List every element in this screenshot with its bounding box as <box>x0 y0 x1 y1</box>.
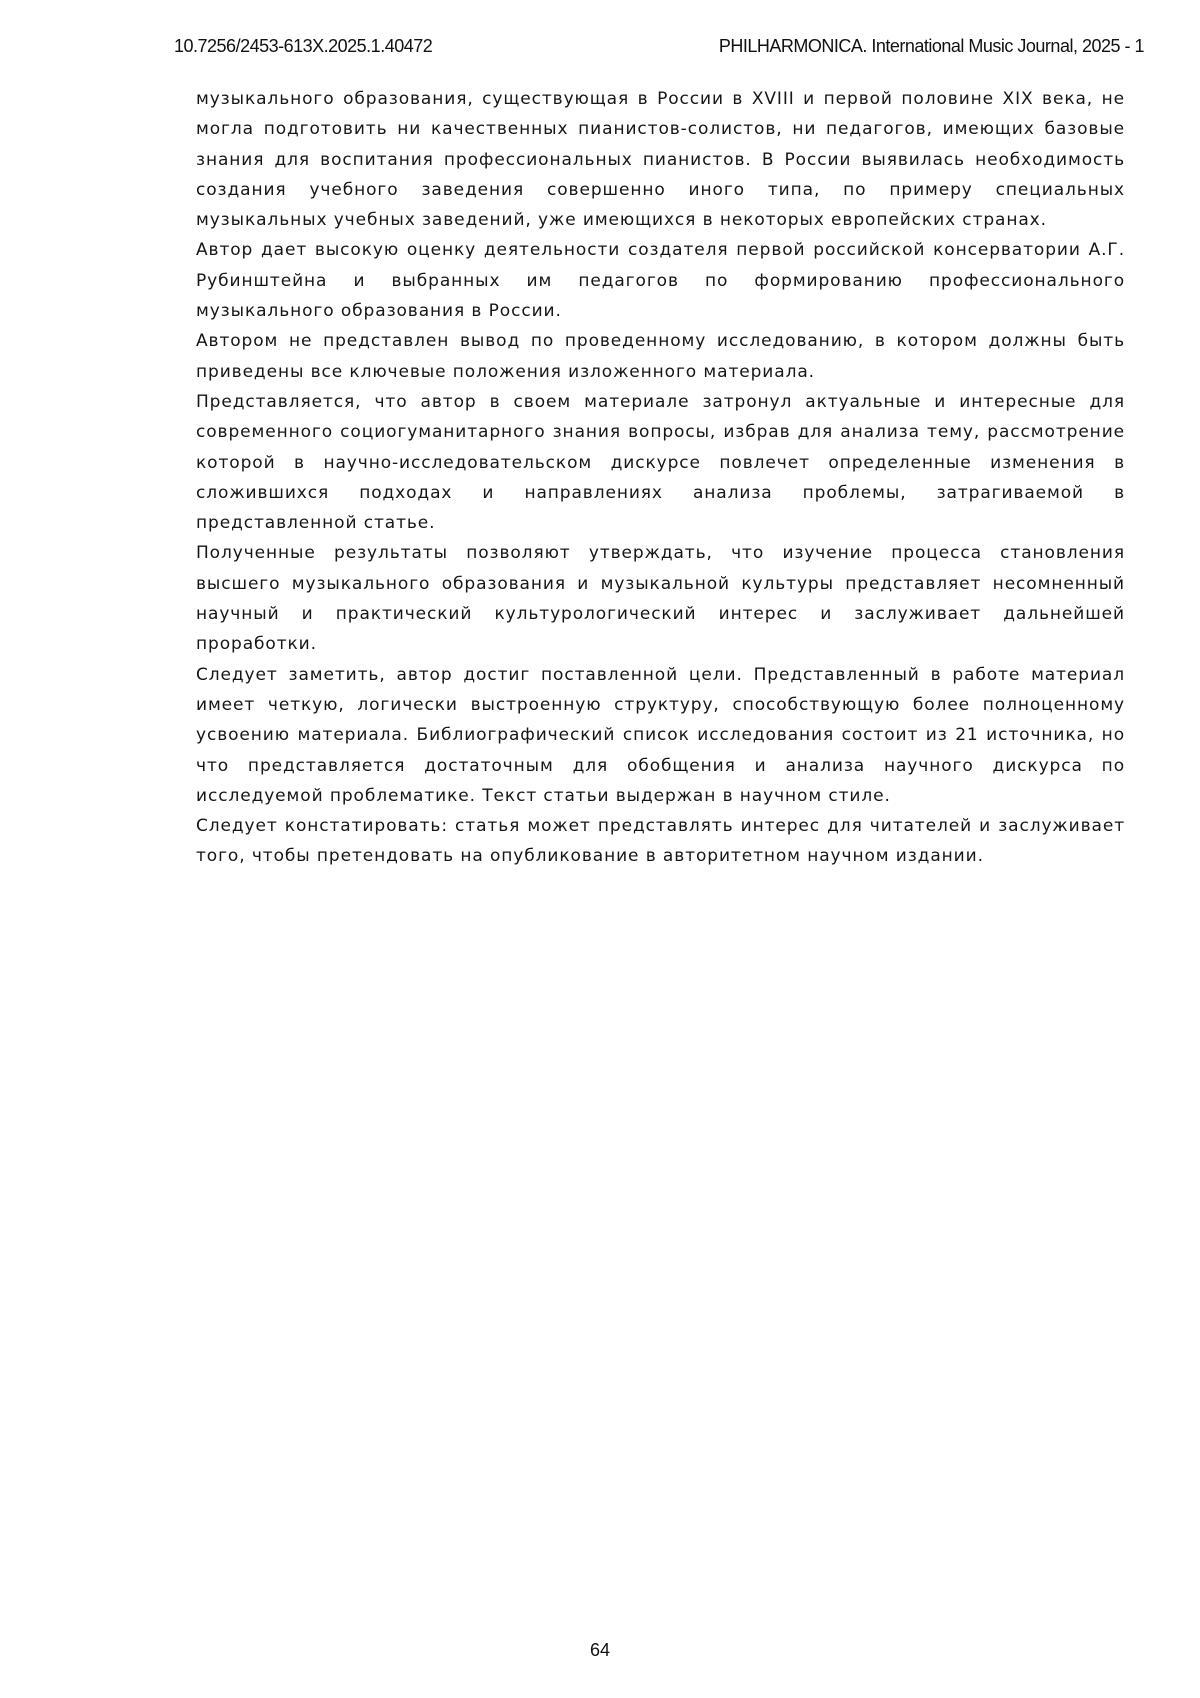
paragraph: музыкального образования, существующая в России в XVIII и первой половине XIX века, не могла подготовить ни качественных пианистов-солистов, ни педагогов, имеющих базовые знания для воспитания профессиональных пианистов. В России выявилась необходимость создания учебного заведения совершенно иного типа, по примеру специальных музыкальных учебных заведений, уже имеющихся в некоторых европейских странах. <box>196 84 1125 235</box>
paragraph: Следует констатировать: статья может представлять интерес для читателей и заслуживает того, чтобы претендовать на опубликование в авторитетном научном издании. <box>196 811 1125 872</box>
paragraph: Представляется, что автор в своем материале затронул актуальные и интересные для современного социогуманитарного знания вопросы, избрав для анализа тему, рассмотрение которой в научно-исследовательском дискурсе повлечет определенные изменения в сложившихся подходах и направлениях анализа проблемы, затрагиваемой в представленной статье. <box>196 387 1125 538</box>
journal-title: PHILHARMONICA. International Music Journal, 2025 - 1 <box>719 36 1144 57</box>
paragraph: Автором не представлен вывод по проведенному исследованию, в котором должны быть приведены все ключевые положения изложенного материала. <box>196 326 1125 387</box>
paragraph: Следует заметить, автор достиг поставленной цели. Представленный в работе материал имеет четкую, логически выстроенную структуру, способствующую более полноценному усвоению материала. Библиографический список исследования состоит из 21 источника, но что представляется достаточным для обобщения и анализа научного дискурса по исследуемой проблематике. Текст статьи выдержан в научном стиле. <box>196 660 1125 811</box>
article-body <box>196 84 1125 872</box>
paragraph: Автор дает высокую оценку деятельности создателя первой российской консерватории А.Г. Рубинштейна и выбранных им педагогов по формированию профессионального музыкального образования в России. <box>196 235 1125 326</box>
page-header <box>174 36 1144 62</box>
paragraph: Полученные результаты позволяют утверждать, что изучение процесса становления высшего музыкального образования и музыкальной культуры представляет несомненный научный и практический культурологический интерес и заслуживает дальнейшей проработки. <box>196 538 1125 659</box>
doi-label: 10.7256/2453-613X.2025.1.40472 <box>174 36 432 57</box>
page-number: 64 <box>0 1640 1200 1661</box>
